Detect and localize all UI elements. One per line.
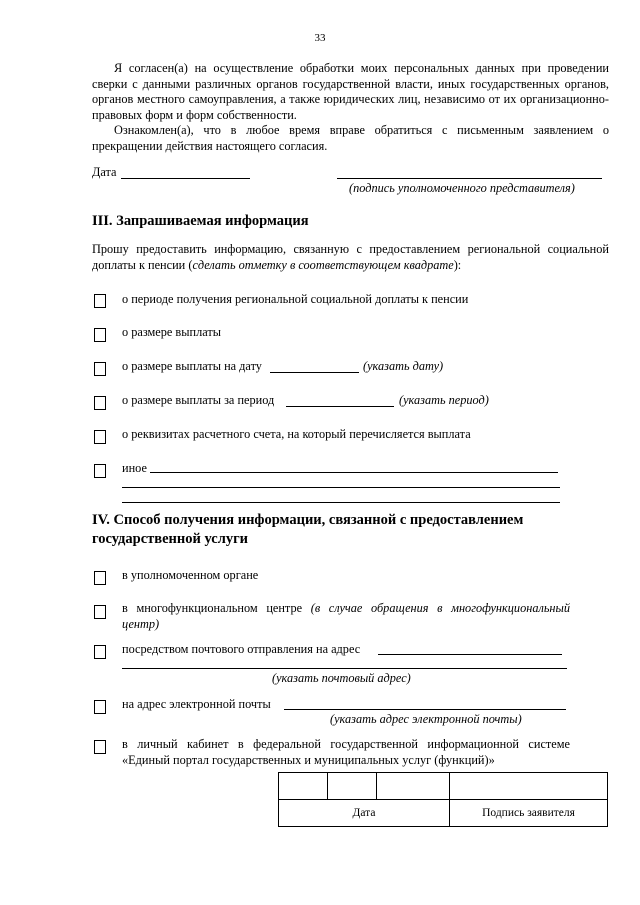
- option-amount-date-checkbox[interactable]: [94, 362, 106, 376]
- option-other-checkbox[interactable]: [94, 464, 106, 478]
- other-field-line-1[interactable]: [150, 472, 558, 473]
- date-field[interactable]: [121, 178, 250, 179]
- option-period-checkbox[interactable]: [94, 294, 106, 308]
- method-portal-checkbox[interactable]: [94, 740, 106, 754]
- acknowledgement-paragraph: Ознакомлен(а), что в любое время вправе обратиться с письменным заявлением о прекращении действия настоящего согласия.: [92, 123, 609, 153]
- date-label: Дата: [92, 165, 117, 179]
- method-post-label: посредством почтового отправления на адрес: [122, 642, 361, 656]
- consent-paragraph: Я согласен(а) на осуществление обработки моих персональных данных при проведении сверки с данными различных органов государственной власти, иных государственных органов, органов местного самоуправления, а также юридических лиц, независимо от их организационно-правовых форм и форм собственности.: [92, 61, 609, 122]
- signature-table: [278, 772, 608, 827]
- method-authorized-body-label: в уполномоченном органе: [122, 568, 259, 582]
- amount-date-field[interactable]: [270, 372, 359, 373]
- section3-heading: III. Запрашиваемая информация: [92, 213, 309, 229]
- method-post-checkbox[interactable]: [94, 645, 106, 659]
- signature-caption: (подпись уполномоченного представителя): [349, 181, 575, 195]
- date-month-cell[interactable]: [328, 773, 377, 800]
- method-email-checkbox[interactable]: [94, 700, 106, 714]
- date-year-cell[interactable]: [377, 773, 450, 800]
- post-address-field-2[interactable]: [122, 668, 567, 669]
- other-field-line-2[interactable]: [122, 487, 560, 488]
- other-field-line-3[interactable]: [122, 502, 560, 503]
- method-email-label: на адрес электронной почты: [122, 697, 271, 711]
- post-address-field-1[interactable]: [378, 654, 562, 655]
- option-amount-period-label: о размере выплаты за период: [122, 393, 275, 407]
- signature-cell[interactable]: [450, 773, 608, 800]
- amount-period-field[interactable]: [286, 406, 394, 407]
- method-authorized-body-checkbox[interactable]: [94, 571, 106, 585]
- amount-period-hint: (указать период): [399, 393, 489, 407]
- email-hint: (указать адрес электронной почты): [330, 712, 522, 726]
- method-mfc-label: в многофункциональном центре (в случае обращения в многофункциональный центр): [122, 601, 570, 631]
- option-requisites-label: о реквизитах расчетного счета, на который перечисляется выплата: [122, 427, 471, 441]
- option-period-label: о периоде получения региональной социальной доплаты к пенсии: [122, 292, 469, 306]
- date-caption: Дата: [279, 800, 450, 827]
- option-requisites-checkbox[interactable]: [94, 430, 106, 444]
- email-field[interactable]: [284, 709, 566, 710]
- signature-field[interactable]: [337, 178, 602, 179]
- signature-caption-cell: Подпись заявителя: [450, 800, 608, 827]
- post-address-hint: (указать почтовый адрес): [272, 671, 411, 685]
- option-amount-period-checkbox[interactable]: [94, 396, 106, 410]
- method-mfc-checkbox[interactable]: [94, 605, 106, 619]
- option-amount-label: о размере выплаты: [122, 325, 221, 339]
- section3-intro: Прошу предоставить информацию, связанную с предоставлением региональной социальной доплаты к пенсии (сделать отметку в соответствующем квадрате):: [92, 242, 609, 272]
- page-number: 33: [314, 32, 326, 44]
- section4-heading: IV. Способ получения информации, связанной с предоставлением государственной услуги: [92, 512, 524, 547]
- method-portal-label: в личный кабинет в федеральной государственной информационной системе «Единый портал государственных и муниципальных услуг (функций)»: [122, 737, 570, 767]
- amount-date-hint: (указать дату): [363, 359, 444, 373]
- option-other-label: иное: [122, 461, 147, 475]
- option-amount-checkbox[interactable]: [94, 328, 106, 342]
- option-amount-date-label: о размере выплаты на дату: [122, 359, 262, 373]
- date-day-cell[interactable]: [279, 773, 328, 800]
